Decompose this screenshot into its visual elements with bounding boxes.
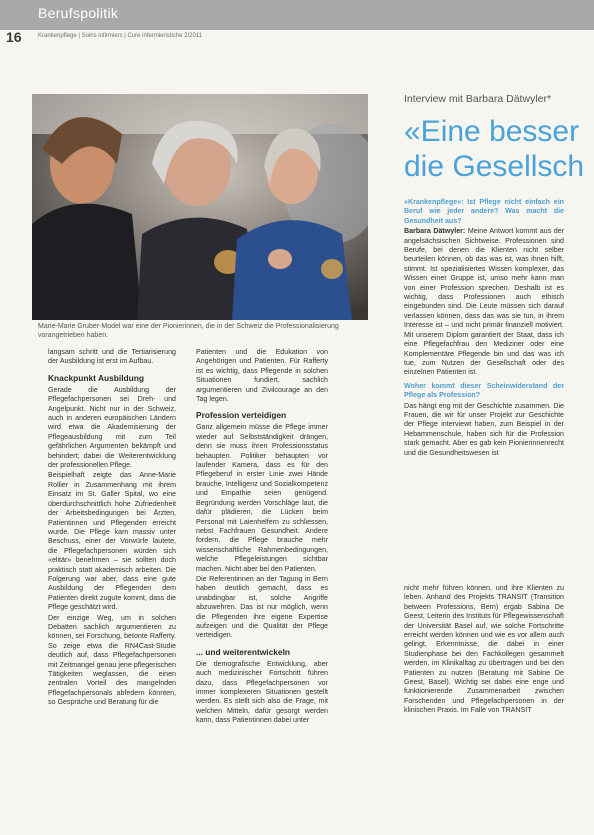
- photo-illustration: [32, 94, 368, 320]
- paragraph: Ganz allgemein müsse die Pflege immer wieder auf Selbstständigkeit drängen, denn sie muss ihren Professionsstatus behaupten. Politiker behaupten vor laufender Kamera, dass es für den Pflegeberuf in erster Linie zwei Hände brauche, Intelligenz und Sozialkompetenz und Empathie seien genügend. Begründung werden Vorschläge laut, die dafür plädieren, die Lücken beim Personal mit Laienhelfern zu schliessen, nebst Fachfrauen Gesundheit. Andere fordern, die Pflege brauche mehr wissenschaftliche Rahmenbedingungen, welche Pflegeleistungen sichtbar machen. Nicht aber bei den Patienten.: [196, 423, 328, 573]
- paragraph: Der einzige Weg, um in solchen Debatten sachlich argumentieren zu können, sei Forschung, betonte Rafferty. So zeige etwa die RN4Cast-Studie deutlich auf, dass Pflegefachpersonen mit Zeitmangel genau jene pflegerischen Tätigkeiten weglassen, die einen zentralen Vorteil des mangelnden Pflegefachpersonals abfedern könnten, so Gespräche und Beratung für die: [48, 613, 176, 707]
- subheading-profession: Profession verteidigen: [196, 410, 287, 421]
- page-number: 16: [6, 29, 22, 45]
- paragraph: Patienten und die Edukation von Angehörigen und Patienten. Für Rafferty ist es wichtig, dass Pflegende in solchen Situationen fundiert, sachlich argumentieren und Zivilcourage an den Tag legen.: [196, 348, 328, 404]
- paragraph: Die demografische Entwicklung, aber auch medizinischer Fortschritt führen dazu, dass Pflegefachpersonen vor immer komplexeren Situationen gestellt werden. Es stellt sich also die Frage, mit welchen Mitteln, dafür gesorgt werden kann, dass Patientinnen dabei unter: [196, 659, 328, 725]
- issue-line: Krankenpflege | Soins infirmiers | Cure infermieristiche 2/2011: [38, 33, 203, 39]
- paragraph: Beispielhaft zeigte das Anne-Marie Rollier in Zusammenhang mit ihrem Einsatz im St. Galler Spital, wo eine überdurchschnittlich hohe Zufriedenheit der Arbeitsbedingungen bei Ärzten, Patientinnen und Pflegenden erreicht wurde. Die Pflege kam massiv unter Beschuss, einer der Vorwürfe lautete, die Pflegefachpersonen würden sich «elitär» benehmen – sie sollten doch praktisch statt akademisch arbeiten. Die Folgerung war aber, dass eine gute Ausbildung der Pflegenden dem Patienten direkt zugute kommt, dass die Pflege geschätzt wird.: [48, 471, 176, 612]
- column-4: [404, 584, 564, 824]
- interview-kicker: Interview mit Barbara Dätwyler*: [404, 93, 552, 105]
- paragraph: Gerade die Ausbildung der Pflegefachpersonen sei Dreh- und Angelpunkt. Nicht nur in der Schweiz, auch in anderen europäischen Ländern wird etwa die Akademisierung der Pflegeausbildung mit zum Teil gefährlichen Argumenten bekämpft und behindert; dabei die Weiterentwicklung der professionellen Pflege.: [48, 385, 176, 470]
- section-header-bar: [0, 0, 594, 30]
- photo-caption: Marie-Marie Gruber-Model war eine der Pionierinnen, die in der Schweiz die Professionalisierung vorangetrieben haben.: [38, 323, 339, 339]
- subheading-knackpunkt: Knackpunkt Ausbildung: [48, 372, 145, 383]
- column-2: [196, 348, 328, 835]
- column-1: [48, 348, 176, 835]
- column-3: [404, 198, 564, 580]
- headline-line-2: die Gesellsch: [404, 150, 585, 183]
- section-title: Berufspolitik: [38, 5, 119, 21]
- interview-question-1: «Krankenpflege»: Ist Pflege nicht einfach ein Beruf wie jeder andere? Was macht die Gesundheit aus?: [404, 198, 564, 225]
- article-photo: [32, 94, 368, 320]
- paragraph: langsam schritt und die Tertiarisierung der Ausbildung ist erst im Aufbau.: [48, 348, 176, 366]
- interview-question-2: Woher kommt dieser Scheinwiderstand der Pflege als Profession?: [404, 381, 564, 400]
- headline-line-1: «Eine besser: [404, 115, 580, 148]
- interview-answer-1: Barbara Dätwyler: Meine Antwort kommt aus der angelsächsischen Sichtweise. Professionen sind Berufe, bei denen die Klienten nicht selber beurteilen können, ob das was ist, was ihnen hilft, stimmt. Ist spezialisiertes Wissen komplexer, das Wissen einer Gruppe ist, umso mehr kann man von einer Profession sprechen. Deshalb ist es wichtig, dass Professionen auch ethisch eingebunden sind. Die Leute müssen sich darauf verlassen können, dass das was sie tun, in ihrem Interesse ist – und nicht primär finanziell motiviert. Mit unserem Diplom garantiert der Staat, dass ich eine Pflegefachfrau den Mediziner oder eine Komplementäre Pflegende bin und das was ich tue, zum Nutzen der Gesellschaft oder des einzelnen Patienten ist.: [404, 227, 564, 377]
- paragraph: nicht mehr führen können, und ihre Klienten zu leben. Anhand des Projekts TRANSIT (Transition between Professions, Bern) ergab Sabina De Geest, Leiterin des Instituts für Pflegewissenschaft der Universität Basel auf, wie solche Fortschritte erreicht werden können und wie es vor allem auch gelingt, Erkenntnisse, die dabei in einer Studienphase bei den Fachkollegen gesammelt werden, im Klinikalltag zu übertragen und bei den Patienten zu nutzen (Beratung mit Sabine De Geest, Basel). Wichtig sei dabei eine enge und funktionierende Zusammenarbeit zwischen Forschenden und Pflegefachpersonen in der klinischen Praxis. Im Falle von TRANSIT: [404, 584, 564, 715]
- paragraph: Die Referentinnen an der Tagung in Bern haben deutlich gemacht, dass es unabdingbar ist, solche Angriffe abzuwehren. Das ist nur möglich, wenn die Pflegenden ihre eigene Expertise aufzeigen und die Qualität der Pflege verteidigen.: [196, 574, 328, 640]
- subheading-weiterentwickeln: ... und weiterentwickeln: [196, 646, 291, 657]
- headline: [404, 114, 584, 184]
- interview-answer-2: Das hängt eng mit der Geschichte zusammen. Die Frauen, die wir für unser Projekt zur Geschichte der Pflege interviewt haben, zum Beispiel in der Hebammenschule, haben sich für die Profession stark gemacht. Aber es gab kein Pionierinnenrecht und die Gesundheitswesen ist: [404, 401, 564, 457]
